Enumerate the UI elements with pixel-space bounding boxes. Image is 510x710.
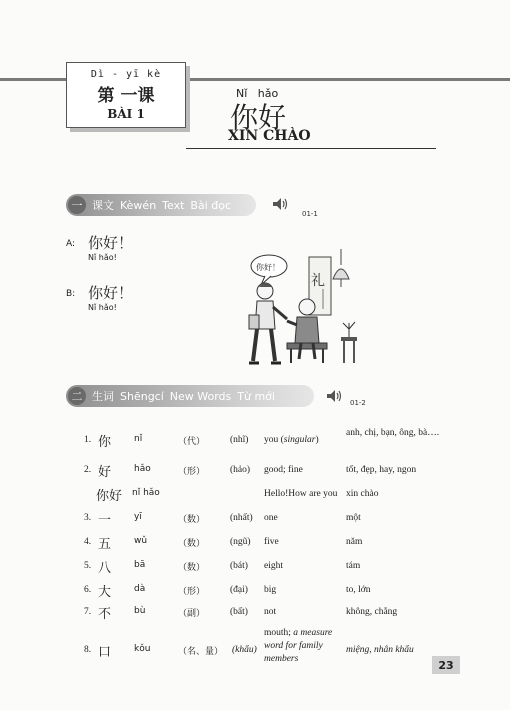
word-hanviet: (khẩu) — [232, 645, 257, 655]
word-hanviet: (bất) — [230, 607, 248, 617]
word-pos: （名、量） — [178, 647, 224, 657]
section-number: 二 — [68, 387, 86, 405]
speech-bubble-text: 你好！ — [256, 263, 280, 272]
track-number: 01-2 — [350, 399, 366, 407]
word-hanviet: (nhĩ) — [230, 435, 249, 445]
row-number: 3. — [84, 513, 92, 523]
word-pinyin: bā — [134, 560, 146, 570]
section-pinyin: Shēngcí — [120, 389, 164, 403]
word-pinyin: hǎo — [134, 464, 151, 474]
word-hanviet: (đại) — [230, 585, 248, 595]
dialogue-line-a-pinyin: Nǐ hǎo! — [88, 253, 117, 262]
word-vn: không, chẳng — [346, 607, 398, 617]
word-en: five — [264, 537, 279, 547]
title-pinyin: Nǐ hǎo — [236, 87, 279, 100]
word-en: not — [264, 607, 277, 617]
track-number: 01-1 — [302, 210, 318, 218]
section-vn: Bài đọc — [190, 198, 232, 212]
word-en: mouth; a measure word for family members — [264, 628, 333, 664]
word-en: good; fine — [264, 465, 303, 475]
word-cn: 口 — [98, 645, 112, 660]
word-vn: to, lớn — [346, 585, 371, 595]
row-number: 7. — [84, 607, 92, 617]
word-cn: 你好 — [96, 489, 123, 504]
word-cn: 好 — [98, 465, 112, 480]
word-pinyin: kǒu — [134, 644, 151, 654]
section-en: New Words — [169, 389, 232, 403]
word-pinyin: dà — [134, 584, 146, 594]
word-pinyin: bù — [134, 606, 146, 616]
word-vn: một — [346, 513, 361, 523]
word-vn: miệng, nhân khẩu — [346, 645, 414, 655]
word-pos: （代） — [178, 437, 206, 447]
page-number: 23 — [432, 656, 460, 674]
word-cn: 你 — [98, 435, 112, 450]
word-pos: （数） — [178, 563, 206, 573]
section-cn: 生词 — [92, 390, 114, 403]
title-underline — [186, 148, 436, 149]
dialogue-speaker-b: B: — [66, 289, 76, 299]
page-title-vn: XIN CHÀO — [228, 128, 311, 144]
word-pos: （形） — [178, 467, 206, 477]
word-pinyin: yī — [134, 512, 142, 522]
word-vn: tốt, đẹp, hay, ngon — [346, 465, 417, 475]
section-vn: Từ mới — [237, 389, 275, 403]
word-vn: tám — [346, 561, 361, 571]
scroll-character: 礼 — [311, 273, 325, 289]
word-pinyin: nǐ — [134, 434, 143, 444]
section-cn: 课文 — [92, 199, 114, 212]
word-vn: năm — [346, 537, 363, 547]
row-number: 1. — [84, 435, 92, 445]
row-number: 5. — [84, 561, 92, 571]
speaker-icon[interactable] — [272, 197, 288, 211]
section-number: 一 — [68, 196, 86, 214]
page-title-cn: 你好 — [230, 101, 287, 134]
row-number: 8. — [84, 645, 92, 655]
word-pos: （形） — [178, 587, 206, 597]
dialogue-speaker-a: A: — [66, 239, 76, 249]
word-en: you (singular) — [264, 435, 319, 445]
lesson-number-vn: BÀI 1 — [107, 107, 145, 121]
word-en: eight — [264, 561, 283, 571]
word-cn: 八 — [98, 561, 112, 576]
word-hanviet: (ngũ) — [230, 537, 251, 547]
section-header-text — [66, 194, 256, 216]
row-number: 2. — [84, 465, 92, 475]
word-en: one — [264, 513, 278, 523]
speaker-icon[interactable] — [326, 389, 342, 403]
word-pos: （副） — [178, 609, 206, 619]
word-hanviet: (bát) — [230, 561, 248, 571]
word-cn: 一 — [98, 513, 112, 528]
section-pinyin: Kèwén — [120, 198, 157, 212]
word-pos: （数） — [178, 515, 206, 525]
dialogue-line-b-cn: 你好！ — [88, 284, 134, 302]
word-hanviet: (nhất) — [230, 513, 253, 523]
word-vn: xin chào — [346, 489, 379, 499]
lesson-pinyin: Dì - yī kè — [90, 69, 162, 80]
dialogue-line-b-pinyin: Nǐ hǎo! — [88, 303, 117, 312]
lesson-box — [66, 62, 186, 128]
dialogue-line-a-cn: 你好！ — [88, 234, 134, 252]
row-number: 6. — [84, 585, 92, 595]
section-en: Text — [162, 198, 185, 212]
word-cn: 大 — [98, 585, 112, 600]
word-vn: anh, chị, bạn, ông, bà…. — [346, 428, 440, 438]
word-pos: （数） — [178, 539, 206, 549]
word-cn: 五 — [98, 537, 112, 552]
word-cn: 不 — [98, 607, 112, 622]
section-header-words — [66, 385, 314, 407]
lesson-number-cn: 第 一课 — [97, 86, 155, 106]
word-hanviet: (hảo) — [230, 465, 251, 475]
word-pinyin: nǐ hǎo — [132, 488, 160, 498]
row-number: 4. — [84, 537, 92, 547]
word-pinyin: wǔ — [134, 536, 148, 546]
word-en: big — [264, 585, 277, 595]
word-en: Hello!How are you — [264, 489, 338, 499]
greeting-illustration — [225, 245, 370, 373]
